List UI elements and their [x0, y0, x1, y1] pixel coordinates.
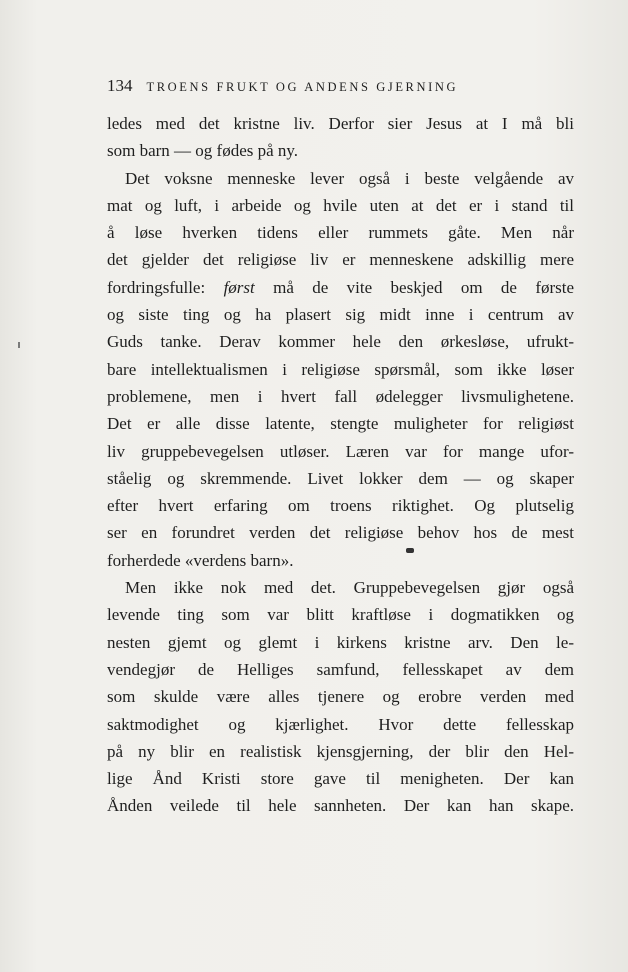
- text-line: vendegjør de Helliges samfund, fellesskapet av dem: [107, 659, 574, 679]
- text-line: Det er alle disse latente, stengte muligheter for religiøst: [107, 414, 574, 434]
- text-line: det gjelder det religiøse liv er menneskene adskillig mere: [107, 250, 574, 270]
- text-line-with-emphasis: [107, 274, 574, 301]
- text-line: å løse hverken tidens eller rummets gåte. Men når: [107, 223, 574, 243]
- text-line: ståelig og skremmende. Livet lokker dem — og skaper: [107, 468, 574, 488]
- body-text: [107, 110, 574, 820]
- running-head: TROENS FRUKT OG ANDENS GJERNING: [146, 80, 459, 94]
- text-line: som barn — og fødes på ny.: [107, 141, 299, 161]
- text-line: Ånden veilede til hele sannheten. Der kan han skape.: [107, 796, 574, 816]
- text-line: ledes med det kristne liv. Derfor sier Jesus at I må bli: [107, 114, 574, 133]
- text-line: levende ting som var blitt kraftløse i dogmatikken og: [107, 605, 574, 625]
- text-line: på ny blir en realistisk kjensgjerning, der blir den Hel-: [107, 741, 574, 761]
- text-line: som skulde være alles tjenere og erobre verden med: [107, 687, 574, 707]
- text-line: efter hvert erfaring om troens riktighet. Og plutselig: [107, 496, 574, 516]
- text-line: Men ikke nok med det. Gruppebevegelsen gjør også: [125, 578, 574, 598]
- text-line: og siste ting og ha plasert sig midt inne i centrum av: [107, 305, 574, 325]
- text-line: bare intellektualismen i religiøse spørsmål, som ikke løser: [107, 359, 574, 379]
- ink-speck: [406, 548, 414, 553]
- text-line: Guds tanke. Derav kommer hele den ørkesløse, ufrukt-: [107, 332, 574, 352]
- text-line: lige Ånd Kristi store gave til menigheten. Der kan: [107, 769, 574, 789]
- text-line: liv gruppebevegelsen utløser. Læren var for mange ufor-: [107, 441, 574, 461]
- text-line: saktmodighet og kjærlighet. Hvor dette fellesskap: [107, 714, 574, 734]
- text-line: mat og luft, i arbeide og hvile uten at det er i stand til: [107, 195, 574, 215]
- text-segment: må de vite beskjed om de første: [273, 277, 575, 297]
- page-number: 134: [107, 76, 133, 95]
- page-header: [107, 76, 577, 100]
- text-line: Det voksne menneske lever også i beste velgående av: [125, 168, 574, 188]
- text-line: problemene, men i hvert fall ødelegger livsmulighetene.: [107, 386, 574, 406]
- emphasized-word: først: [223, 277, 255, 297]
- text-line: ser en forundret verden det religiøse behov hos de mest: [107, 523, 574, 543]
- text-segment: fordringsfulle:: [107, 277, 206, 297]
- page-edge-mark: [18, 342, 20, 348]
- text-line: nesten gjemt og glemt i kirkens kristne arv. Den le-: [107, 632, 574, 652]
- text-line: forherdede «verdens barn».: [107, 550, 294, 570]
